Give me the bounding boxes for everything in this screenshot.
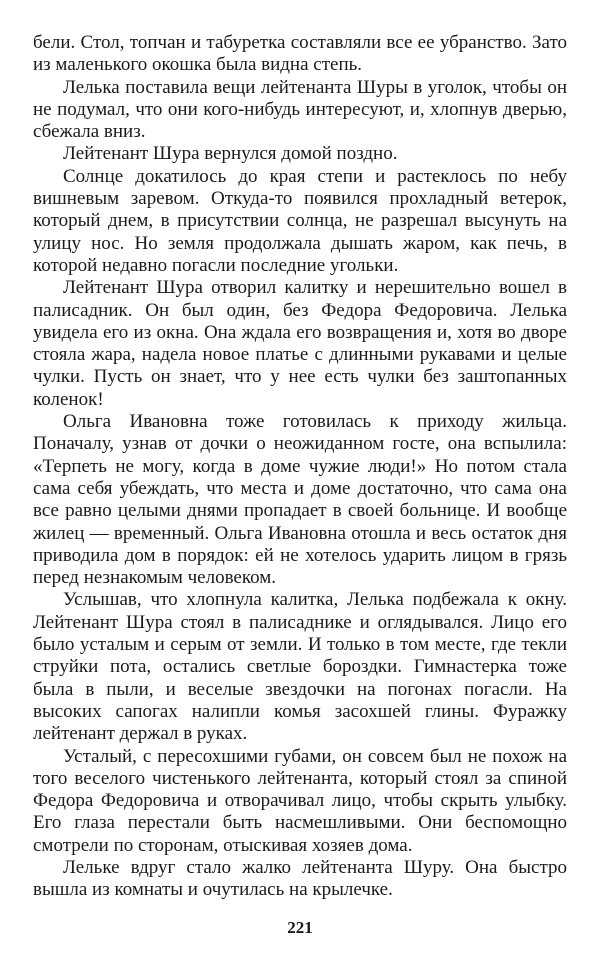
- paragraph: Лелька поставила вещи лейтенанта Шуры в уголок, чтобы он не подумал, что они кого-нибудь интересуют, и, хлопнув дверью, сбежала вниз.: [33, 76, 567, 143]
- page-number: 221: [287, 918, 313, 937]
- paragraph: Солнце докатилось до края степи и растеклось по небу вишневым заревом. Откуда-то появился прохладный ветерок, который днем, в присутствии солнца, не разрешал высунуть на улицу нос. Но земля продолжала дышать жаром, как печь, в которой недавно погасли последние угольки.: [33, 165, 567, 276]
- paragraph: Услышав, что хлопнула калитка, Лелька подбежала к окну. Лейтенант Шура стоял в палисаднике и оглядывался. Лицо его было усталым и серым от земли. И только в том месте, где текли струйки пота, остались светлые бороздки. Гимнастерка тоже была в пыли, и веселые звездочки на погонах погасли. На высоких сапогах налипли комья засохшей глины. Фуражку лейтенант держал в руках.: [33, 589, 567, 745]
- paragraph: Лейтенант Шура вернулся домой поздно.: [63, 143, 398, 165]
- paragraph: Усталый, с пересохшими губами, он совсем был не похож на того веселого чистенького лейтенанта, который стоял за спиной Федора Федоровича и отворачивал лицо, чтобы скрыть улыбку. Его глаза перестали быть насмешливыми. Они беспомощно смотрели по сторонам, отыскивая хозяев дома.: [33, 745, 567, 856]
- page-text: [33, 32, 567, 902]
- paragraph: Ольга Ивановна тоже готовилась к приходу жильца. Поначалу, узнав от дочки о неожиданном госте, она вспылила: «Терпеть не могу, когда в доме чужие люди!» Но потом стала сама себя убеждать, что места и доме достаточно, что сама она все равно целыми днями пропадает в своей больнице. И вообще жилец — временный. Ольга Ивановна отошла и весь остаток дня приводила дом в порядок: ей не хотелось ударить лицом в грязь перед незнакомым человеком.: [33, 411, 567, 589]
- paragraph: Лельке вдруг стало жалко лейтенанта Шуру. Она быстро вышла из комнаты и очутилась на крылечке.: [33, 856, 567, 901]
- paragraph: бели. Стол, топчан и табуретка составляли все ее убранство. Зато из маленького окошка была видна степь.: [33, 32, 567, 76]
- paragraph: Лейтенант Шура отворил калитку и нерешительно вошел в палисадник. Он был один, без Федора Федоровича. Лелька увидела его из окна. Она ждала его возвращения и, хотя во дворе стояла жара, надела новое платье с длинными рукавами и целые чулки. Пусть он знает, что у нее есть чулки без заштопанных коленок!: [33, 277, 567, 410]
